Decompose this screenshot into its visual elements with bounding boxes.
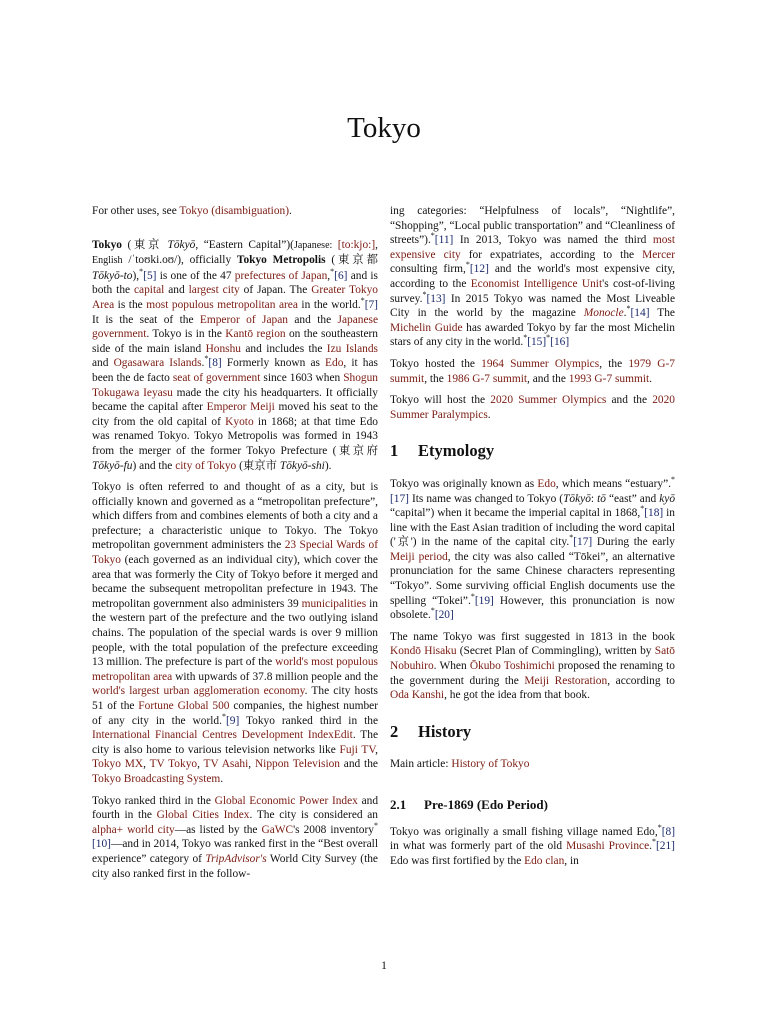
article-link[interactable]: Emperor Meiji [206, 401, 275, 414]
citation-ref[interactable]: [16] [550, 336, 570, 349]
citation-marker: * [430, 606, 435, 616]
article-link[interactable]: Tokyo MX [92, 758, 144, 771]
right-column [390, 204, 675, 875]
article-link[interactable]: seat of government [172, 371, 261, 384]
etymology-paragraph-2: The name Tokyo was first suggested in 1813 in the book Kondō Hisaku (Secret Plan of Commingling), written by Satō Nobuhiro. When Ōkubo Toshimichi proposed the renaming to the government during the Meiji Restoration, according to Oda Kanshi, he got the idea from that book. [390, 630, 676, 702]
article-link[interactable]: Oda Kanshi [390, 689, 445, 702]
article-link[interactable]: Meiji period [390, 550, 448, 563]
hatnote-suffix: . [289, 205, 292, 217]
hatnote [92, 204, 378, 219]
citation-ref[interactable]: [5] [143, 269, 157, 282]
citation-marker: * [523, 333, 528, 343]
article-link[interactable]: Edo [325, 357, 344, 370]
article-link[interactable]: Greater Tokyo Area [92, 284, 378, 311]
article-link[interactable]: Michelin Guide [390, 321, 463, 334]
article-link[interactable]: Edo clan [524, 854, 565, 867]
article-link[interactable]: [to:kjo:] [337, 238, 376, 251]
article-link[interactable]: Shogun Tokugawa Ieyasu [92, 371, 378, 399]
section-title: History [418, 721, 472, 741]
article-link[interactable]: Ōkubo Toshimichi [469, 660, 555, 673]
intro-paragraph: Tokyo (東京 Tōkyō, “Eastern Capital”)(Japanese: [to:kjo:], English /ˈtoʊki.oʊ/), officially Tokyo Metropolis (東京都 Tōkyō-to),*[5] is one of the 47 prefectures of Japan,*[6] and is both the capital and largest city of Japan. The Greater Tokyo Area is the most populous metropolitan area in the world.*[7] It is the seat of the Emperor of Japan and the Japanese government. Tokyo is in the Kantō region on the southeastern side of the main island Honshu and includes the Izu Islands and Ogasawara Islands.*[8] Formerly known as Edo, it has been the de facto seat of government since 1603 when Shogun Tokugawa Ieyasu made the city his headquarters. It officially became the capital after Emperor Meiji moved his seat to the city from the old capital of Kyoto in 1868; at that time Edo was renamed Tokyo. Tokyo Metropolis was formed in 1943 from the merger of the former Tokyo Prefecture (東京府 Tōkyō-fu) and the city of Tokyo (東京市 Tōkyō-shi). [92, 238, 378, 472]
article-link[interactable]: 1964 Summer Olympics [481, 357, 600, 370]
article-link[interactable]: largest city [188, 284, 240, 297]
article-link[interactable]: 2020 Summer Olympics [490, 394, 607, 407]
article-link[interactable]: 23 Special Wards of Tokyo [92, 539, 378, 567]
citation-ref[interactable]: [21] [656, 840, 675, 853]
article-link[interactable]: 1979 G-7 summit [390, 357, 675, 385]
citation-marker: * [430, 231, 435, 241]
article-link[interactable]: Fortune Global 500 [138, 700, 230, 712]
citation-ref[interactable]: [19] [474, 594, 494, 607]
citation-marker: * [221, 711, 226, 721]
citation-ref[interactable]: [18] [644, 507, 664, 520]
citation-ref[interactable]: [15] [527, 336, 547, 349]
citation-marker: * [569, 533, 574, 543]
citation-ref[interactable]: [13] [426, 292, 446, 305]
citation-marker: * [139, 266, 144, 276]
article-link[interactable]: 1986 G-7 summit [446, 372, 528, 385]
article-link[interactable]: 2020 Summer Paralympics [390, 394, 675, 421]
article-link[interactable]: alpha+ world city [92, 823, 175, 836]
article-link[interactable]: 1993 G-7 summit [568, 372, 650, 385]
article-link[interactable]: TV Tokyo [149, 758, 198, 771]
article-link[interactable]: Kyoto [225, 415, 254, 428]
section-number: 2 [390, 721, 399, 741]
citation-ref[interactable]: [12] [469, 263, 489, 276]
citation-marker: * [640, 504, 645, 514]
metropolis-paragraph: Tokyo is often referred to and thought of as a city, but is officially known and governed as a “metropolitan prefecture”, which differs from and combines elements of both a city and a prefecture; a characteristic unique to Tokyo. The Tokyo metropolitan government administers the 23 Special Wards of Tokyo (each governed as an individual city), which cover the area that was formerly the City of Tokyo before it merged and became the subsequent metropolitan prefecture in 1943. The metropolitan government also administers 39 municipalities in the western part of the prefecture and the two outlying island chains. The population of the special wards is over 9 million people, with the total population of the prefecture exceeding 13 million. The prefecture is part of the world's most populous metropolitan area with upwards of 37.8 million people and the world's largest urban agglomeration economy. The city hosts 51 of the Fortune Global 500 companies, the highest number of any city in the world.*[9] Tokyo ranked third in the International Financial Centres Development IndexEdit. The city is also home to various television networks like Fuji TV, Tokyo MX, TV Tokyo, TV Asahi, Nippon Television and the Tokyo Broadcasting System. [92, 481, 379, 785]
article-link[interactable]: Nippon Television [254, 758, 340, 771]
section-heading-etymology [390, 441, 675, 461]
article-link[interactable]: Tokyo Broadcasting System [92, 772, 221, 785]
article-link[interactable]: Global Economic Power Index [214, 794, 358, 807]
article-link[interactable]: Honshu [205, 342, 242, 355]
citation-marker: * [373, 820, 378, 830]
citation-ref[interactable]: [20] [434, 609, 454, 622]
citation-ref[interactable]: [14] [630, 307, 650, 320]
article-link[interactable]: Kantō region [225, 328, 286, 341]
main-article-prefix: Main article: [390, 758, 452, 771]
main-article-note [390, 757, 675, 772]
article-link[interactable]: Economist Intelligence Unit [470, 277, 603, 290]
olympics-future-paragraph: Tokyo will host the 2020 Summer Olympics and the 2020 Summer Paralympics. [390, 394, 675, 421]
article-link[interactable]: Meiji Restoration [524, 674, 608, 687]
article-link[interactable]: Satō Nobuhiro [390, 645, 675, 673]
article-link[interactable]: most expensive city [390, 234, 675, 261]
rankings-continued: ing categories: “Helpfulness of locals”, “Nightlife”, “Shopping”, “Local public transportation” and “Cleanliness of streets”).*[11] In 2013, Tokyo was named the third most expensive city for expatriates, according to the Mercer consulting firm,*[12] and the world's most expensive city, according to the Economist Intelligence Unit's cost-of-living survey.*[13] In 2015 Tokyo was named the Most Liveable City in the world by the magazine Monocle.*[14] The Michelin Guide has awarded Tokyo by far the most Michelin stars of any city in the world.*[15]*[16] [390, 205, 676, 349]
article-link[interactable]: prefectures of Japan [234, 269, 328, 282]
article-link[interactable]: capital [133, 284, 165, 297]
article-link[interactable]: International Financial Centres Development IndexEdit [92, 729, 353, 742]
citation-marker: * [330, 266, 335, 276]
disambiguation-link[interactable]: Tokyo (disambiguation) [179, 205, 290, 217]
article-link[interactable]: Kondō Hisaku [390, 645, 457, 658]
hatnote-prefix: For other uses, see [92, 205, 180, 217]
citation-marker: * [626, 304, 631, 314]
citation-ref[interactable]: [10] [92, 838, 111, 851]
page-title: Tokyo [347, 112, 421, 144]
article-link[interactable]: Mercer [642, 248, 676, 261]
article-link[interactable]: Emperor of Japan [199, 313, 288, 326]
etymology-paragraph-1: Tokyo was originally known as Edo, which means “estuary”.*[17] Its name was changed to Tokyo (Tōkyō: tō “east” and kyō “capital”) when it became the imperial capital in 1868,*[18] in line with the East Asian tradition of including the word capital ('京') in the name of the capital city.*[17] During the early Meiji period, the city was also called “Tōkei”, an alternative pronunciation for the same Chinese characters representing “Tokyo”. Some surviving official English documents use the spelling “Tokei”.*[19] However, this pronunciation is now obsolete.*[20] [390, 475, 676, 622]
main-article-link[interactable]: History of Tokyo [451, 758, 530, 771]
page-number: 1 [381, 960, 387, 972]
citation-marker: * [204, 354, 209, 364]
citation-ref[interactable]: [8] [208, 357, 222, 370]
citation-marker: * [546, 333, 551, 343]
left-column [92, 204, 378, 888]
article-link[interactable]: municipalities [301, 597, 367, 610]
citation-ref[interactable]: [6] [334, 269, 348, 282]
subsection-number: 2.1 [390, 797, 407, 812]
article-link[interactable]: most populous metropolitan area [146, 298, 298, 311]
citation-marker: * [465, 260, 470, 270]
edo-paragraph: Tokyo was originally a small fishing village named Edo,*[8] in what was formerly part of the old Musashi Province.*[21] Edo was first fortified by the Edo clan, in [390, 822, 675, 867]
article-link[interactable]: TV Asahi [203, 758, 249, 771]
olympics-hosted-paragraph: Tokyo hosted the 1964 Summer Olympics, the 1979 G-7 summit, the 1986 G-7 summit, and the 1993 G-7 summit. [390, 357, 675, 385]
citation-ref[interactable]: [7] [364, 298, 378, 311]
article-link[interactable]: GaWC [261, 823, 294, 836]
citation-ref[interactable]: [9] [225, 714, 240, 727]
citation-marker: * [422, 289, 427, 299]
article-link[interactable]: Musashi Province [566, 840, 650, 853]
subsection-title: Pre-1869 (Edo Period) [424, 797, 548, 812]
article-link[interactable]: world's most populous metropolitan area [92, 656, 378, 683]
citation-marker: * [657, 822, 662, 832]
rankings-paragraph: Tokyo ranked third in the Global Economic Power Index and fourth in the Global Cities Index. The city is considered an alpha+ world city—as listed by the GaWC's 2008 inventory*[10]—and in 2014, Tokyo was ranked first in the “Best overall experience” category of TripAdvisor's World City Survey (the city also ranked first in the follow- [92, 794, 379, 880]
citation-marker: * [470, 591, 475, 601]
citation-marker: * [671, 475, 675, 485]
article-link[interactable]: Edo [537, 477, 556, 490]
section-title: Etymology [418, 441, 495, 461]
article-link[interactable]: Izu Islands [326, 342, 378, 355]
article-link[interactable]: Japanese government [92, 313, 378, 341]
citation-marker: * [652, 837, 656, 847]
article-link[interactable]: Fuji TV [339, 743, 376, 756]
article-link[interactable]: TripAdvisor's [205, 852, 267, 865]
subsection-heading-pre1869 [390, 798, 675, 813]
article-link[interactable]: Monocle [583, 307, 624, 320]
article-link[interactable]: Ogasawara Islands [113, 357, 202, 370]
section-heading-history [390, 721, 675, 741]
article-link[interactable]: Global Cities Index [156, 809, 250, 822]
citation-ref[interactable]: [17] [390, 492, 409, 505]
article-link[interactable]: world's largest urban agglomeration economy [92, 685, 305, 698]
citation-ref[interactable]: [8] [661, 825, 675, 838]
section-number: 1 [390, 441, 399, 461]
citation-ref[interactable]: [11] [434, 234, 454, 247]
article-link[interactable]: city of Tokyo [175, 459, 237, 472]
citation-ref[interactable]: [17] [573, 536, 593, 549]
citation-marker: * [360, 296, 365, 306]
